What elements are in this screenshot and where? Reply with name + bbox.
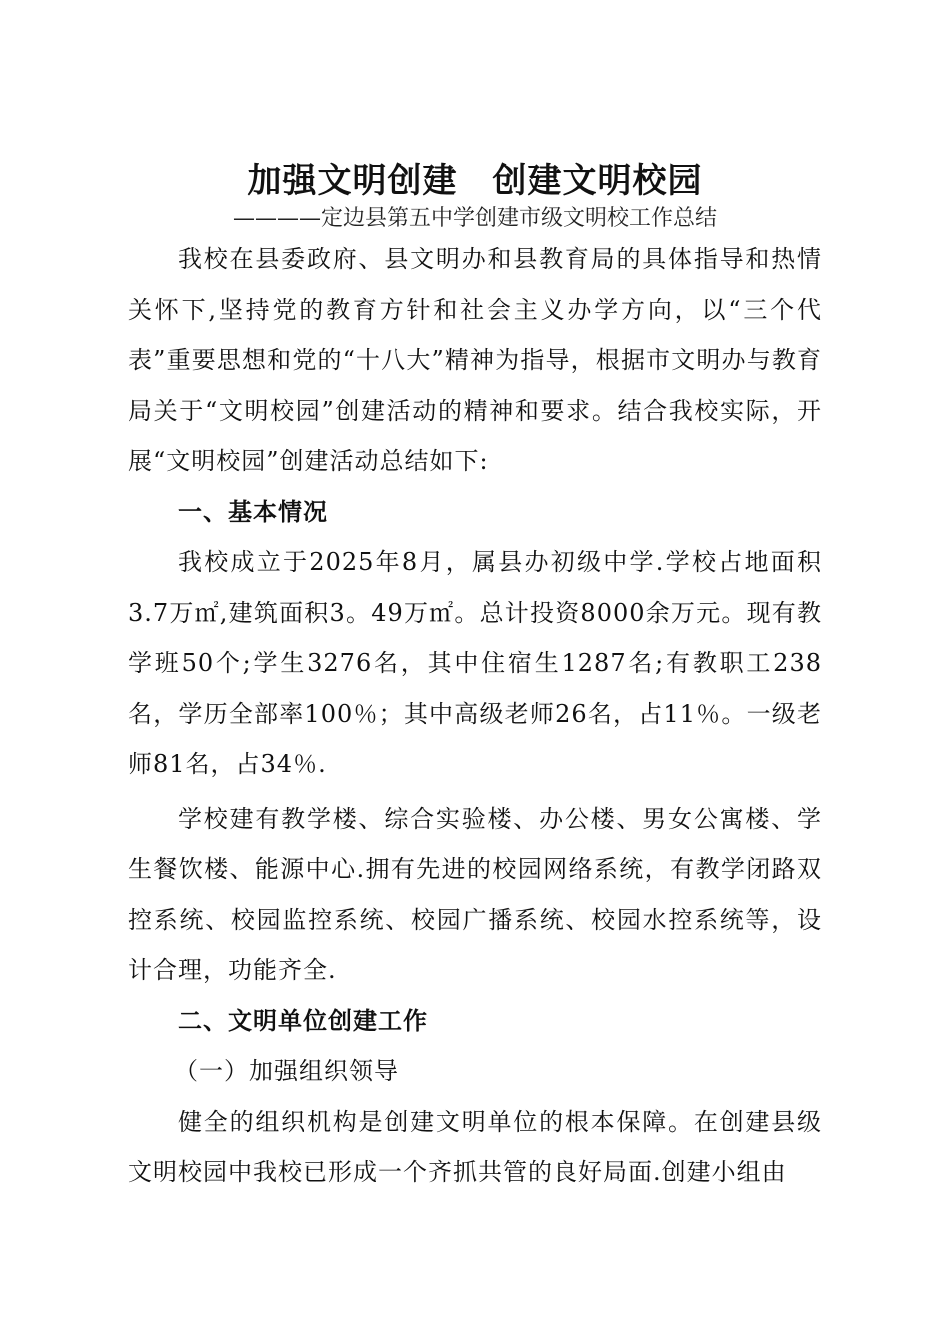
document-title: 加强文明创建 创建文明校园 [247,161,703,201]
document-page [128,158,822,1198]
section-2-heading: 二、文明单位创建工作 [178,1005,428,1035]
document-subtitle: ————定边县第五中学创建市级文明校工作总结 [232,206,717,231]
section-2-subheading-1: （一）加强组织领导 [174,1057,399,1085]
intro-paragraph: 我校在县委政府、县文明办和县教育局的具体指导和热情关怀下,坚持党的教育方针和社会主义办学方向，以“三个代表”重要思想和党的“十八大”精神为指导，根据市文明办与教育局关于“文明校园”创建活动的精神和要求。结合我校实际，开展“文明校园”创建活动总结如下: [128,245,822,475]
section-1-paragraph-1: 我校成立于2025年8月，属县办初级中学.学校占地面积3.7万㎡,建筑面积3。49万㎡。总计投资8000余万元。现有教学班50个;学生3276名，其中住宿生1287名;有教职工238名，学历全部率100％；其中高级老师26名，占11％。一级老师81名，占34％. [128,548,822,778]
section-1-paragraph-2: 学校建有教学楼、综合实验楼、办公楼、男女公寓楼、学生餐饮楼、能源中心.拥有先进的校园网络系统，有教学闭路双控系统、校园监控系统、校园广播系统、校园水控系统等，设计合理，功能齐全. [128,804,822,984]
section-2-paragraph-1: 健全的组织机构是创建文明单位的根本保障。在创建县级文明校园中我校已形成一个齐抓共管的良好局面.创建小组由 [128,1107,822,1186]
section-1-heading: 一、基本情况 [178,496,328,526]
